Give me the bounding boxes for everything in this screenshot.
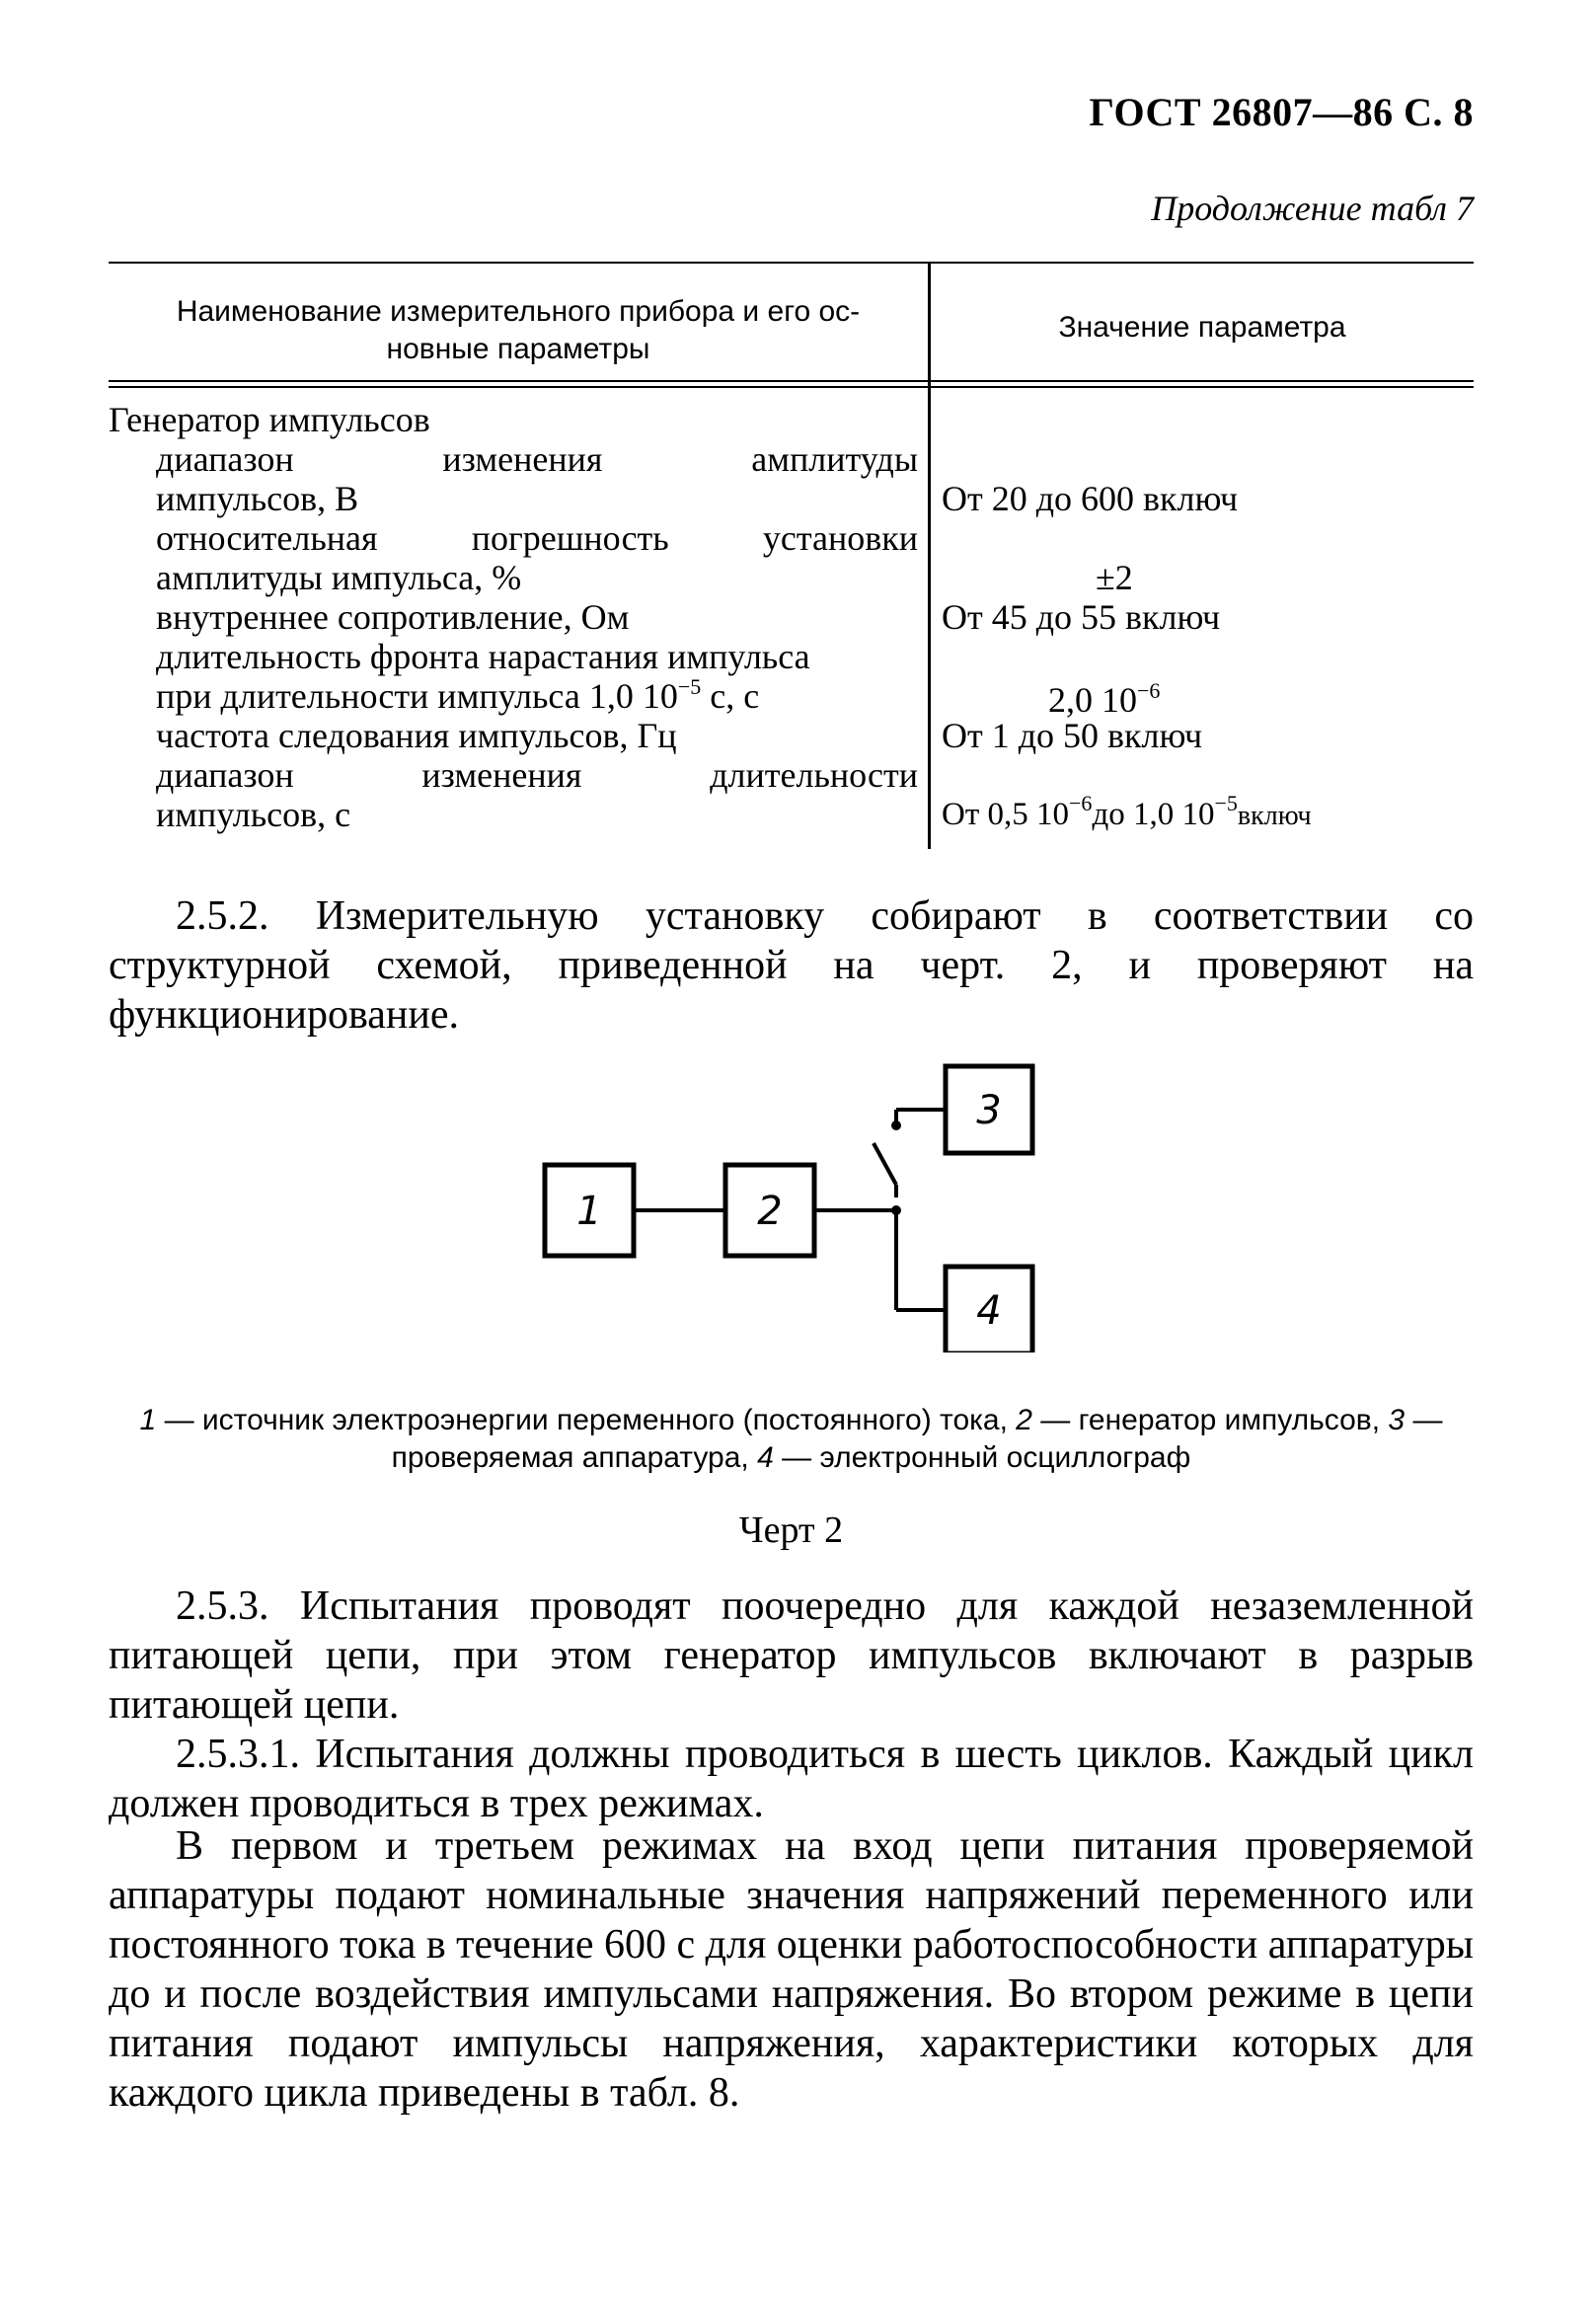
table-header-rule-1 bbox=[109, 380, 1474, 382]
block-4-label: 4 bbox=[976, 1288, 1002, 1334]
row6-value-part: От 0,5 10 bbox=[942, 797, 1070, 832]
row6-line2: импульсов, с bbox=[156, 795, 351, 834]
row4-value-exponent: −6 bbox=[1137, 678, 1161, 703]
row2-word: погрешность bbox=[471, 518, 669, 558]
row6-value-exponent: −5 bbox=[1214, 791, 1238, 815]
paragraph-2-5-2: 2.5.2. Измерительную установку собирают в соответствии со структурной схемой, приведенной на черт. 2, и проверяют на функционирование. bbox=[109, 893, 1474, 1038]
caption-text: — проверяемая аппаратура, bbox=[391, 1404, 1443, 1474]
page-header: ГОСТ 26807—86 С. 8 bbox=[1089, 90, 1474, 134]
row2-line2: амплитуды импульса, % bbox=[156, 558, 522, 597]
row6-word: диапазон bbox=[156, 755, 294, 795]
row2-value: ±2 bbox=[1096, 558, 1133, 597]
row1-line1 bbox=[156, 439, 918, 479]
paragraph-modes: В первом и третьем режимах на вход цепи питания проверяемой аппаратуры подают номинальные значения напряжений переменного или постоянного тока в течение 600 с для оценки работоспособности аппаратуры до и после воздействия импульсами напряжения. Во втором режиме в цепи питания подают импульсы напряжения, характеристики которых для каждого цикла приведены в табл. 8. bbox=[109, 1823, 1474, 2116]
row4-line1: длительность фронта нарастания импульса bbox=[156, 637, 810, 676]
block-1-label: 1 bbox=[576, 1189, 602, 1234]
row6-word: длительности bbox=[710, 755, 918, 795]
row5-line1: частота следования импульсов, Гц bbox=[156, 716, 677, 755]
row4-line2-text: при длительности импульса 1,0 10 bbox=[156, 676, 678, 716]
block-3-label: 3 bbox=[976, 1088, 1002, 1133]
row4-value bbox=[1048, 680, 1160, 720]
caption-num: 1 bbox=[139, 1404, 157, 1436]
row4-value-text: 2,0 10 bbox=[1048, 680, 1137, 720]
caption-text: — источник электроэнергии переменного (постоянного) тока, bbox=[156, 1404, 1017, 1436]
row3-value: От 45 до 55 включ bbox=[942, 597, 1221, 637]
col1-header bbox=[109, 293, 928, 368]
row1-word: диапазон bbox=[156, 439, 294, 479]
table-continuation-label: Продолжение табл 7 bbox=[1151, 189, 1474, 228]
row1-line2: импульсов, В bbox=[156, 479, 359, 518]
paragraph-2-5-3-1: 2.5.3.1. Испытания должны проводиться в шесть циклов. Каждый цикл должен проводиться в трех режимах. bbox=[109, 1732, 1474, 1826]
row1-value: От 20 до 600 включ bbox=[942, 479, 1239, 518]
row4-line2 bbox=[156, 676, 759, 716]
figure-number: Черт 2 bbox=[738, 1509, 844, 1551]
col2-header: Значение параметра bbox=[1058, 311, 1346, 344]
device-name: Генератор импульсов bbox=[109, 400, 430, 439]
figure-caption bbox=[109, 1402, 1474, 1477]
row6-line1 bbox=[156, 755, 918, 795]
caption-num: 2 bbox=[1016, 1404, 1032, 1436]
switch-blade bbox=[874, 1143, 896, 1185]
table-top-rule bbox=[109, 262, 1474, 264]
row1-word: изменения bbox=[442, 439, 603, 479]
row6-value-exponent: −6 bbox=[1069, 791, 1093, 815]
col1-header-line1: Наименование измерительного прибора и его ос- bbox=[176, 295, 861, 328]
row6-value-part: включ bbox=[1237, 801, 1312, 831]
table-header-rule-2 bbox=[109, 386, 1474, 388]
structural-diagram bbox=[533, 1056, 1066, 1352]
row3-line1: внутреннее сопротивление, Ом bbox=[156, 597, 630, 637]
row2-word: установки bbox=[762, 518, 918, 558]
block-2-label: 2 bbox=[757, 1189, 783, 1234]
row2-line1 bbox=[156, 518, 918, 558]
measuring-instruments-table bbox=[109, 262, 1474, 849]
row4-line2-exponent: −5 bbox=[677, 674, 702, 699]
table-column-divider bbox=[928, 262, 931, 849]
paragraph-2-5-3: 2.5.3. Испытания проводят поочередно для каждой незаземленной питающей цепи, при этом генератор импульсов включают в разрыв питающей цепи. bbox=[109, 1583, 1474, 1728]
row6-value bbox=[942, 791, 1312, 836]
caption-text: — электронный осциллограф bbox=[773, 1441, 1191, 1474]
row1-word: амплитуды bbox=[751, 439, 918, 479]
caption-num: 3 bbox=[1388, 1404, 1406, 1436]
row6-value-part: до 1,0 10 bbox=[1092, 797, 1215, 832]
row4-line2-tail: с, с bbox=[701, 676, 760, 716]
caption-text: — генератор импульсов, bbox=[1031, 1404, 1389, 1436]
row5-value: От 1 до 50 включ bbox=[942, 716, 1203, 755]
row2-word: относительная bbox=[156, 518, 378, 558]
col1-header-line2: новные параметры bbox=[386, 333, 650, 365]
row6-word: изменения bbox=[421, 755, 582, 795]
caption-num: 4 bbox=[757, 1441, 774, 1474]
